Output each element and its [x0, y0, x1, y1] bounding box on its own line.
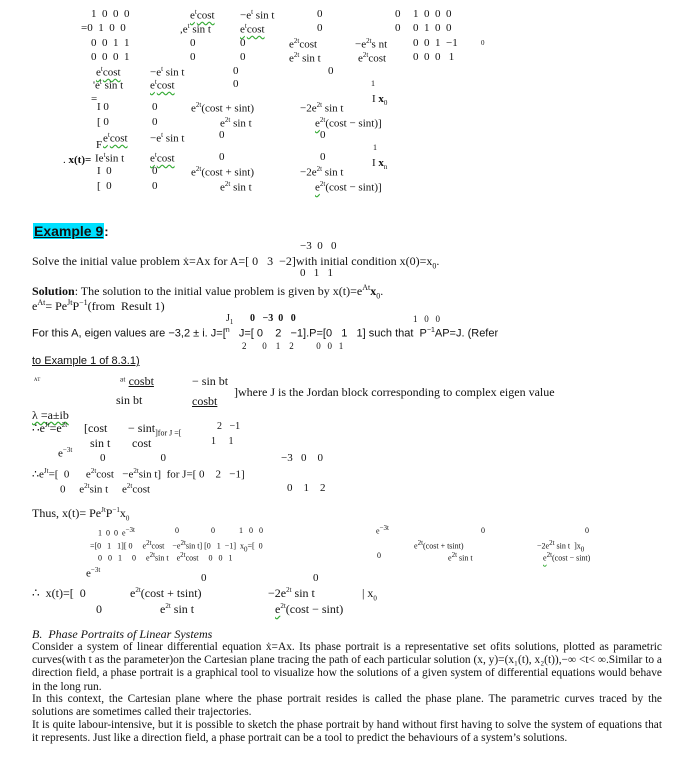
matrix-cell: 0	[152, 116, 158, 128]
paragraph: It is quite labour-intensive, but it is possible to sketch the phase portrait by hand without first having to solve the system of equations that it represents. Just like a direction field, a phase portrait can be a tool to predict the behaviours of a system’s solutions.	[32, 719, 662, 745]
thus-final-row: $e^{2t}(\cos t + tsint)$	[130, 586, 202, 600]
jordan-where: ]where J is the Jordan block corresponding to complex eigen value	[234, 385, 555, 399]
matrix-cell: '$e^t$ sin t	[93, 78, 124, 92]
thus-row: $e^{-3t}$	[376, 524, 389, 536]
matrix-row: 0 1 1	[300, 267, 333, 279]
matrix-cell: 0	[395, 8, 401, 20]
ejt-cell: −3 0 0	[281, 452, 323, 464]
example-title: Example 9:	[34, 223, 109, 239]
matrix-cell: 0	[233, 65, 239, 77]
matrix-cell: $e^t\cos t$	[190, 8, 215, 22]
matrix-cell: $,e^t$ sin t	[180, 22, 211, 36]
thus-row: =[0 1 1][ 0 $e^{2t}\cos t$ $-e^{2t}\sin$ t] [0 1 −1] $x_0=$[ 0	[90, 539, 263, 554]
matrix-cell: I 0	[97, 101, 109, 113]
matrix-row: =0 1 0 0	[81, 22, 126, 34]
jordan-row: 1 0 0	[413, 314, 440, 324]
thus-final-row: 0	[313, 572, 319, 584]
thus-row: 0	[481, 526, 485, 535]
matrix-cell: 0	[328, 65, 334, 77]
matrix-cell: $-e^t$ sin t	[150, 65, 185, 79]
ejt-cell: 2 −1	[217, 421, 241, 432]
jordan-cell: ᵃᵗ cosbt	[120, 374, 154, 388]
matrix-row: 1 0 0 0	[91, 8, 130, 20]
problem-statement: Solve the initial value problem ẋ=Ax for A=[ 0 3 −2]with initial condition $x(0)=x_0$.	[32, 254, 440, 271]
matrix-row: 0 1 0 0	[413, 22, 452, 34]
matrix-cell: $e^t\cos t$	[96, 65, 121, 79]
thus-row: 0 0 1 0 $e^{2t}\sin$ t $e^{2t}\cos t$ 0 0 1	[98, 551, 233, 563]
matrix-cell: $-e^t$ sin t	[150, 131, 185, 145]
jordan-row: 0 −3 0 0	[250, 313, 296, 324]
thus-row: 0	[585, 526, 589, 535]
ejt-cell: sin t	[90, 436, 111, 450]
formula-eat: $e^{At}=$ $Pe^{Jt}P^{-1}(from$ Result 1)	[32, 298, 165, 313]
thus-row: 0	[377, 551, 381, 560]
thus-final-row: | $x_0$	[362, 586, 377, 603]
matrix-cell: 0	[481, 39, 485, 47]
thus-final-row: 0	[201, 572, 207, 584]
matrix-cell: =	[91, 93, 98, 105]
ejt-cell: 0 0	[100, 452, 166, 464]
matrix-row: 0 0 0 1	[91, 51, 130, 63]
ejt-line: $\therefore e^{Jt}=e^{2t}$	[32, 421, 68, 435]
ejt-cell: [cost	[84, 421, 108, 435]
matrix-cell: $e^t\cos t$	[150, 151, 175, 165]
matrix-cell: 0	[320, 151, 326, 163]
thus-row: 0 0 1 0 0	[175, 526, 263, 535]
thus-final-row: $e^{2t}(\cos t - \sin t)$	[275, 602, 344, 616]
paragraph: Consider a system of linear differential equation ẋ=Ax. Its phase portrait is a representative set ofits solutions, plotted as parametric curves(with t as the parameter)on the Cartesian plane tracing the path of each particular solution (x, y)=(x₁(t), x₂(t)),−∞ <t< ∞.Similar to a direction field, a phase portrait is a graphical tool to visualize how the solutions of a given system of differential equations would behave in the long run.	[32, 641, 662, 693]
matrix-cell: Ie$^t$sin t	[95, 151, 125, 165]
matrix-cell: 0	[317, 8, 323, 20]
thus-row: $e^{2t}(\cos t - \sin t)$	[543, 551, 591, 563]
ejt-cell: − sint$_{]for J =[}$	[128, 421, 182, 438]
ejt2-line: $\therefore e^{Jt}=$[ 0 $e^{2t}\cos t -e^{2t}\sin$ t] for J=[ 0 2 −1]	[32, 467, 245, 481]
matrix-cell: I $x_n$	[372, 157, 388, 172]
thus-line: Thus, $x(t)= Pe^{Jt}P^{-1}x_0$	[32, 506, 130, 523]
matrix-cell: $e^t\cos t$	[103, 131, 128, 145]
matrix-cell: 0	[395, 22, 401, 34]
ejt2-row: 0 1 2	[287, 482, 326, 494]
thus-final-row: $e^{2t}$ sin t	[160, 602, 195, 616]
matrix-cell: $e^{2t}(\cos t + \sin t)$	[191, 165, 254, 179]
matrix-cell: 0	[190, 37, 196, 49]
solution-line: Solution: The solution to the initial value problem is given by $x(t)=e^{At}x_0$.	[32, 283, 384, 301]
matrix-cell: $e^{2t}$ sin t	[220, 180, 252, 194]
refer-line: to Example 1 of 8.3.1)	[32, 355, 140, 367]
ejt-cell: $e^{-3t}$	[58, 446, 73, 460]
matrix-cell: 0	[152, 101, 158, 113]
matrix-cell: $e^{2t}(\cos t + \sin t)$	[191, 101, 254, 115]
jordan-cell: sin bt	[116, 393, 143, 407]
thus-final-row: ∴ x(t)=[ 0	[32, 586, 86, 600]
matrix-cell: 0	[240, 51, 246, 63]
matrix-cell: $-2e^{2t}$ sin t	[300, 165, 344, 179]
matrix-cell: 0	[190, 51, 196, 63]
matrix-cell: 1	[373, 143, 377, 152]
matrix-cell: $e^t\cos t$	[150, 78, 175, 92]
matrix-row: 1 0 0 0	[413, 8, 452, 20]
jordan-cell: − sin bt	[192, 374, 229, 388]
lambda-line: λ =a±ib	[32, 408, 69, 422]
ejt-cell: cost	[132, 436, 152, 450]
jordan-fragment: ᴬᵀ	[34, 376, 41, 385]
matrix-cell: [ 0	[97, 116, 109, 128]
matrix-cell: I 0	[97, 165, 112, 177]
matrix-cell: $e^{2t}$ sin t	[289, 51, 321, 65]
matrix-row: 0 0 1 1	[91, 37, 130, 49]
matrix-row: 0 0 0 1	[413, 51, 455, 63]
matrix-cell: 0	[152, 180, 158, 192]
matrix-cell: $e^{2t}$ sin t	[220, 116, 252, 130]
eigen-line: For this A, eigen values are −3,2 ± i. J=[$^n$ J=[ 0 2 −1].P=[0 1 1] such that $P^{-1}AP=J$. (Refer	[32, 327, 499, 340]
matrix-cell: $-e^{2t}s$ nt	[355, 37, 388, 51]
ejt-cell: 1 1	[211, 436, 234, 447]
thus-final-row: $e^{-3t}$	[86, 566, 101, 580]
matrix-cell: 0	[152, 165, 158, 177]
matrix-cell: $e^{2t}(\cos t - \sin t)$]	[315, 116, 382, 130]
matrix-cell: 0	[219, 129, 225, 141]
matrix-cell: [ 0	[97, 180, 112, 192]
solution-label: . x(t)=	[63, 154, 92, 166]
matrix-cell: 0	[219, 151, 225, 163]
thus-final-row: 0	[96, 602, 102, 616]
matrix-cell: F	[96, 139, 103, 151]
matrix-cell: 0	[240, 37, 246, 49]
jordan-cell: cosbt	[192, 394, 218, 408]
matrix-cell: 0	[320, 129, 326, 141]
thus-final-row: $-2e^{2t}$ sin t	[268, 586, 315, 600]
matrix-cell: 0	[317, 22, 323, 34]
matrix-cell: $e^t\cos t$	[240, 22, 265, 36]
matrix-cell: $e^{2t}(\cos t - \sin t)$]	[315, 180, 382, 194]
section-heading: B. Phase Portraits of Linear Systems	[32, 627, 213, 641]
paragraph: In this context, the Cartesian plane where the phase portrait resides is called the phase plane. The parametric curves traced by the solutions are sometimes called their trajectories.	[32, 693, 662, 719]
matrix-row: −3 0 0	[300, 240, 337, 252]
thus-row: 1 0 0 $e^{-3t}$	[98, 526, 135, 538]
matrix-cell: 1	[371, 79, 375, 88]
ejt2-row: 0 $e^{2t}\sin$ t $e^{2t}\cos t$	[60, 482, 151, 496]
jordan-row: 2 0 1 2 0 0 1	[242, 341, 344, 351]
matrix-cell: I $x_0$	[372, 93, 388, 108]
jordan-row: $J_1$	[226, 313, 234, 326]
thus-row: $-2e^{2t}$ sin t ]$x_0$	[537, 539, 585, 554]
matrix-row: 0 0 1 −1	[413, 37, 458, 49]
thus-row: $e^{2t}(\cos t + tsint)$	[414, 539, 464, 551]
matrix-cell: $e^{2t}\cos t$	[358, 51, 387, 65]
matrix-cell: $-2e^{2t}$ sin t	[300, 101, 344, 115]
matrix-cell: $e^{2t}\cos t$	[289, 37, 318, 51]
matrix-cell: $-e^t$ sin t	[240, 8, 275, 22]
matrix-cell: 0	[233, 78, 239, 90]
thus-row: $e^{2t}$ sin t	[448, 551, 473, 563]
